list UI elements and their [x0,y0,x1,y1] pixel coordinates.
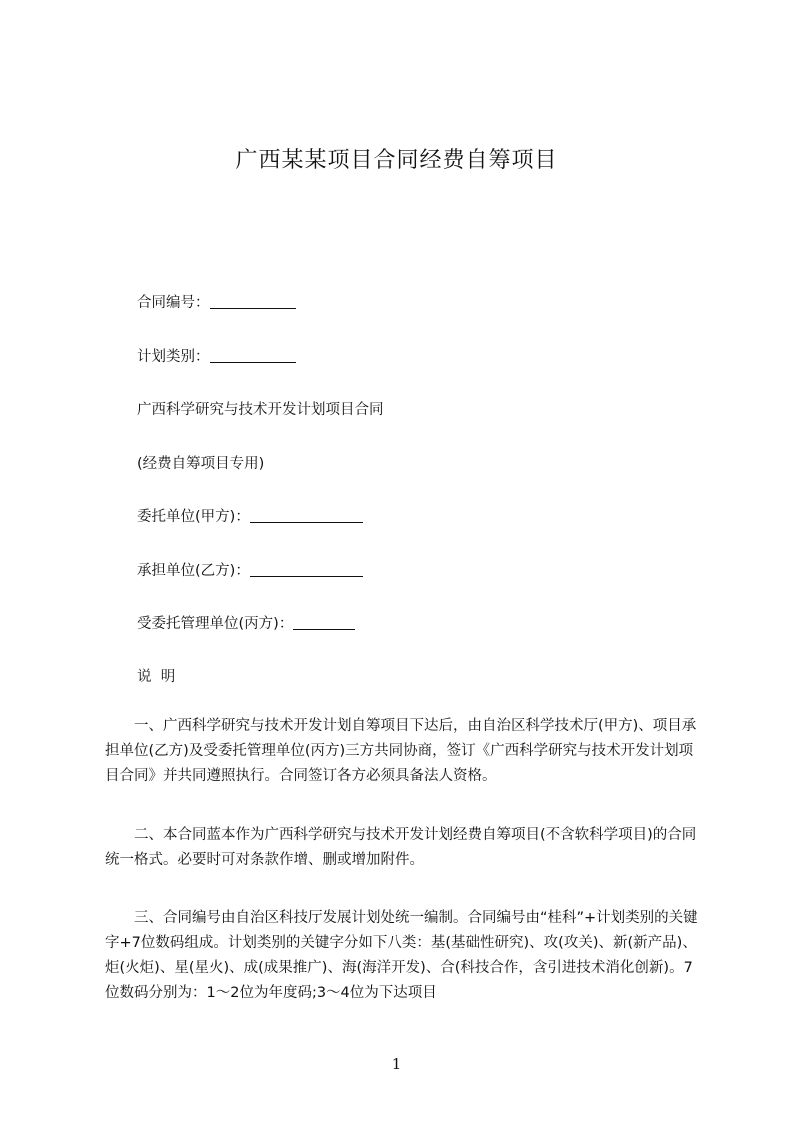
paragraph-3: 三、合同编号由自治区科技厅发展计划处统一编制。合同编号由“桂科”+计划类别的关键字+7位数码组成。计划类别的关键字分如下八类：基(基础性研究)、攻(攻关)、新(新产品)、炬(火炬)、星(星火)、成(成果推广)、海(海洋开发)、合(科技合作，含引进技术消化创新)。7位数码分别为：1～2位为年度码;3～4位为下达项目 [105,910,698,1001]
contract-name: 广西科学研究与技术开发计划项目合同 [137,402,384,418]
party-b-blank [250,562,363,577]
page-number: 1 [391,1055,402,1073]
plan-type-blank [210,348,296,363]
plan-type-label: 计划类别： [137,349,210,365]
party-a-blank [250,508,363,523]
party-c-label: 受委托管理单位(丙方)： [137,616,294,632]
party-a-field [137,505,363,526]
party-c-field [137,612,355,633]
paragraph-1: 一、广西科学研究与技术开发计划自筹项目下达后，由自治区科学技术厅(甲方)、项目承担单位(乙方)及受委托管理单位(丙方)三方共同协商，签订《广西科学研究与技术开发计划项目合同》并共同遵照执行。合同签订各方必须具备法人资格。 [105,718,697,784]
party-b-field [137,559,363,580]
paragraph-2: 二、本合同蓝本作为广西科学研究与技术开发计划经费自筹项目(不含软科学项目)的合同统一格式。必要时可对条款作增、删或增加附件。 [105,827,697,868]
contract-number-blank [210,294,296,309]
party-c-blank [293,615,355,630]
plan-type-field [137,345,296,366]
party-b-label: 承担单位(乙方)： [137,563,250,579]
document-title: 广西某某项目合同经费自筹项目 [235,148,558,173]
contract-number-label: 合同编号： [137,295,210,311]
notes-heading: 说 明 [137,669,176,685]
contract-number-field [137,291,296,312]
party-a-label: 委托单位(甲方)： [137,509,250,525]
contract-subtitle: (经费自筹项目专用) [137,456,265,472]
